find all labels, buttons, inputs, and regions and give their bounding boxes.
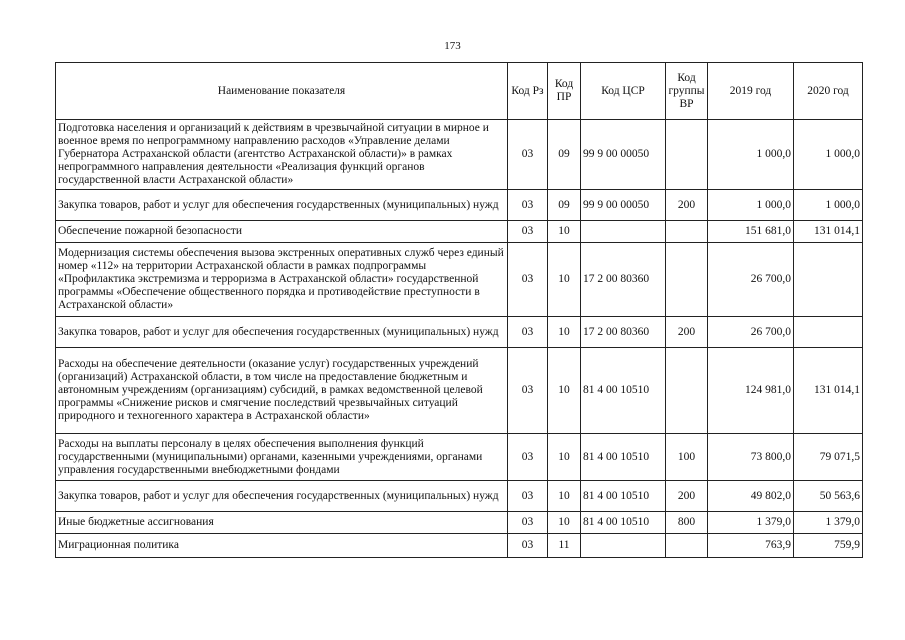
table-row xyxy=(56,190,863,221)
cell-rz: 03 xyxy=(508,221,548,243)
cell-name: Подготовка населения и организаций к действиям в чрезвычайной ситуации в мирное и военное время по непрограммному направлению расходов «Управление делами Губернатора Астраханской области (агентство Астраханской области)» в рамках непрограммного направления деятельности «Реализация функций органов государственной власти Астраханской области» xyxy=(56,120,508,190)
cell-name: Расходы на выплаты персоналу в целях обеспечения выполнения функций государственными (муниципальными) органами, казенными учреждениями, органами управления государственными внебюджетными фондами xyxy=(56,434,508,481)
cell-2020: 50 563,6 xyxy=(794,481,863,512)
cell-2020: 759,9 xyxy=(794,534,863,558)
cell-vr: 200 xyxy=(666,317,708,348)
header-vr: Код группы ВР xyxy=(666,63,708,120)
cell-vr xyxy=(666,348,708,434)
cell-pr: 10 xyxy=(548,434,581,481)
cell-csr: 17 2 00 80360 xyxy=(581,243,666,317)
cell-2019: 49 802,0 xyxy=(708,481,794,512)
cell-2019: 26 700,0 xyxy=(708,243,794,317)
cell-2019: 26 700,0 xyxy=(708,317,794,348)
cell-csr: 99 9 00 00050 xyxy=(581,190,666,221)
cell-2019: 1 000,0 xyxy=(708,120,794,190)
cell-csr: 81 4 00 10510 xyxy=(581,434,666,481)
cell-2020: 1 000,0 xyxy=(794,190,863,221)
cell-name: Миграционная политика xyxy=(56,534,508,558)
cell-rz: 03 xyxy=(508,481,548,512)
page-number: 173 xyxy=(444,40,461,52)
cell-pr: 09 xyxy=(548,120,581,190)
cell-2020: 79 071,5 xyxy=(794,434,863,481)
header-csr: Код ЦСР xyxy=(581,63,666,120)
cell-csr: 81 4 00 10510 xyxy=(581,512,666,534)
cell-2019: 124 981,0 xyxy=(708,348,794,434)
cell-2020: 1 000,0 xyxy=(794,120,863,190)
cell-2019: 1 000,0 xyxy=(708,190,794,221)
cell-rz: 03 xyxy=(508,512,548,534)
table-row xyxy=(56,512,863,534)
table-row xyxy=(56,243,863,317)
cell-pr: 10 xyxy=(548,481,581,512)
cell-2019: 763,9 xyxy=(708,534,794,558)
table-row xyxy=(56,120,863,190)
cell-vr xyxy=(666,120,708,190)
cell-rz: 03 xyxy=(508,348,548,434)
cell-csr: 81 4 00 10510 xyxy=(581,481,666,512)
cell-vr: 800 xyxy=(666,512,708,534)
table-row xyxy=(56,221,863,243)
header-2020: 2020 год xyxy=(794,63,863,120)
cell-2019: 151 681,0 xyxy=(708,221,794,243)
cell-rz: 03 xyxy=(508,120,548,190)
cell-csr xyxy=(581,221,666,243)
cell-name: Закупка товаров, работ и услуг для обеспечения государственных (муниципальных) нужд xyxy=(56,481,508,512)
cell-rz: 03 xyxy=(508,317,548,348)
budget-table xyxy=(55,62,863,558)
cell-vr xyxy=(666,221,708,243)
cell-vr: 200 xyxy=(666,190,708,221)
cell-csr: 99 9 00 00050 xyxy=(581,120,666,190)
table-row xyxy=(56,348,863,434)
table-row xyxy=(56,481,863,512)
cell-pr: 09 xyxy=(548,190,581,221)
cell-2020: 131 014,1 xyxy=(794,221,863,243)
header-name: Наименование показателя xyxy=(56,63,508,120)
cell-csr xyxy=(581,534,666,558)
cell-2020: 131 014,1 xyxy=(794,348,863,434)
header-pr: Код ПР xyxy=(548,63,581,120)
cell-2020: 1 379,0 xyxy=(794,512,863,534)
cell-pr: 10 xyxy=(548,243,581,317)
cell-name: Обеспечение пожарной безопасности xyxy=(56,221,508,243)
table-row xyxy=(56,317,863,348)
table-row xyxy=(56,534,863,558)
cell-pr: 10 xyxy=(548,348,581,434)
header-2019: 2019 год xyxy=(708,63,794,120)
cell-vr xyxy=(666,243,708,317)
cell-rz: 03 xyxy=(508,434,548,481)
cell-name: Закупка товаров, работ и услуг для обеспечения государственных (муниципальных) нужд xyxy=(56,190,508,221)
cell-name: Иные бюджетные ассигнования xyxy=(56,512,508,534)
cell-2019: 73 800,0 xyxy=(708,434,794,481)
table-row xyxy=(56,434,863,481)
cell-rz: 03 xyxy=(508,190,548,221)
cell-vr xyxy=(666,534,708,558)
cell-2020 xyxy=(794,243,863,317)
cell-vr: 200 xyxy=(666,481,708,512)
cell-name: Закупка товаров, работ и услуг для обеспечения государственных (муниципальных) нужд xyxy=(56,317,508,348)
cell-pr: 10 xyxy=(548,221,581,243)
table-header-row xyxy=(56,63,863,120)
cell-pr: 10 xyxy=(548,317,581,348)
cell-csr: 17 2 00 80360 xyxy=(581,317,666,348)
cell-pr: 10 xyxy=(548,512,581,534)
cell-rz: 03 xyxy=(508,243,548,317)
cell-name: Модернизация системы обеспечения вызова экстренных оперативных служб через единый номер «112» на территории Астраханской области в рамках подпрограммы «Профилактика экстремизма и терроризма в Астраханской области» государственной программы «Обеспечение общественного порядка и противодействие преступности в Астраханской области» xyxy=(56,243,508,317)
header-rz: Код Рз xyxy=(508,63,548,120)
cell-rz: 03 xyxy=(508,534,548,558)
cell-pr: 11 xyxy=(548,534,581,558)
cell-vr: 100 xyxy=(666,434,708,481)
cell-name: Расходы на обеспечение деятельности (оказание услуг) государственных учреждений (организаций) Астраханской области, в том числе на предоставление бюджетным и автономным учреждениям (организациям) субсидий, в рамках ведомственной целевой программы «Снижение рисков и смягчение последствий чрезвычайных ситуаций природного и техногенного характера в Астраханской области» xyxy=(56,348,508,434)
cell-csr: 81 4 00 10510 xyxy=(581,348,666,434)
cell-2020 xyxy=(794,317,863,348)
cell-2019: 1 379,0 xyxy=(708,512,794,534)
